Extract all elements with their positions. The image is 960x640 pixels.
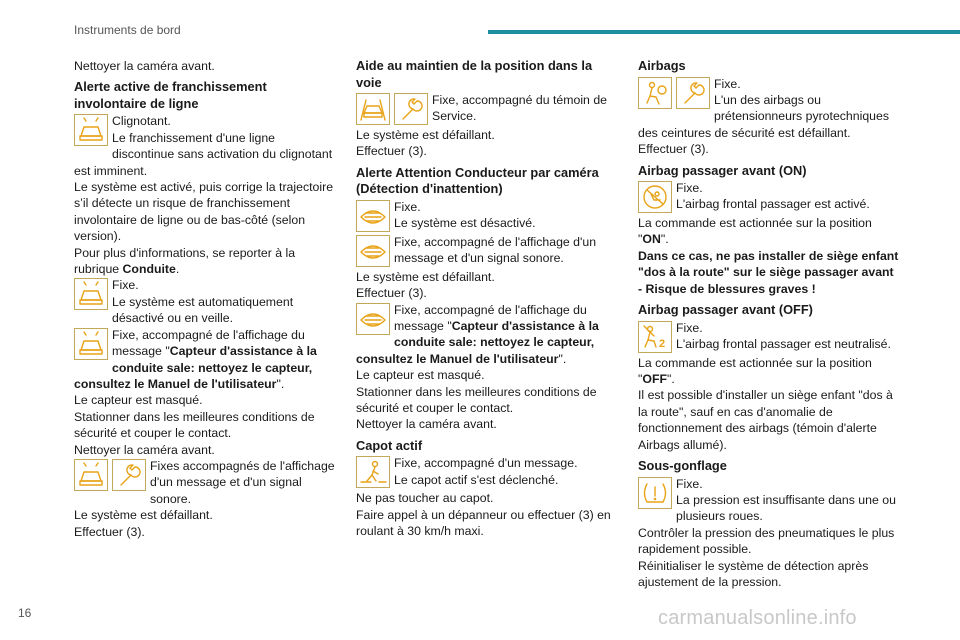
lane-departure-icon xyxy=(74,278,108,310)
entry-under-inflation: Fixe. La pression est insuffisante dans une ou plusieurs roues. xyxy=(638,476,900,525)
column-2: Aide au maintien de la position dans la voie Fixe, accompagné du témoin de Service. Le système est défaillant. Effectuer (3). Alerte Attention Conducteur par caméra (Détection d'inattention) Fixe. Le système est désactivé. Fixe, accompagné de l'affichage d'un message et d'un signal sonore. Le système est défaillant. Effectuer (3). Fixe, accompagné de l'affichage du message "Capteur d'assistance à la conduite sale: nettoyez le capteur, consultez le Manuel de l'utilisateur". Le capteur est masqué. Stationner dans les meilleures conditions de sécurité et couper le contact. Nettoyer la caméra avant. Capot actif Fixe, accompagné d'un message. Le capot actif s'est déclenché. Ne pas toucher au capot. Faire appel à un dépanneur ou effectuer (3) en roulant à 30 km/h maxi. xyxy=(356,58,618,540)
section-title-active-bonnet: Capot actif xyxy=(356,437,423,453)
passenger-airbag-off-icon xyxy=(638,321,672,353)
tyre-pressure-icon xyxy=(638,477,672,509)
svg-text:2: 2 xyxy=(659,337,666,350)
wrench-icon xyxy=(394,93,428,125)
section-title-passenger-airbag-off: Airbag passager avant (OFF) xyxy=(638,302,813,318)
lane-departure-icon xyxy=(74,459,108,491)
entry-lane-blinking: Clignotant. Le franchissement d'une ligne discontinue sans activation du clignotant est imminent. xyxy=(74,114,333,178)
entry-passenger-airbag-on: Fixe. L'airbag frontal passager est activé. xyxy=(638,180,900,215)
driver-attention-icon xyxy=(356,200,390,232)
warning-text: Dans ce cas, ne pas installer de siège enfant "dos à la route" sur le siège passager avant - Risque de blessures graves ! xyxy=(638,248,899,296)
lane-departure-icon xyxy=(74,328,108,360)
wrench-icon xyxy=(112,459,146,491)
entry-attention-failure: Fixe, accompagné de l'affichage d'un message et d'un signal sonore. xyxy=(356,234,618,269)
entry-airbags: Fixe. L'un des airbags ou prétensionneurs pyrotechniques des ceintures de sécurité est défaillant. xyxy=(638,76,890,140)
airbag-icon xyxy=(638,77,672,109)
entry-lane-failure: Fixes accompagnés de l'affichage d'un message et d'un signal sonore. xyxy=(74,458,340,507)
entry-lane-sensor-dirty: Fixe, accompagné de l'affichage du message "Capteur d'assistance à la conduite sale: nettoyez le capteur, consultez le Manuel de l'utilisateur". xyxy=(74,327,317,391)
section-title-passenger-airbag-on: Airbag passager avant (ON) xyxy=(638,162,807,178)
section-title-under-inflation: Sous-gonflage xyxy=(638,458,727,473)
header-accent-bar xyxy=(488,30,960,34)
section-title-driver-attention: Alerte Attention Conducteur par caméra (Détection d'inattention) xyxy=(356,164,599,197)
section-title-lane-keeping: Aide au maintien de la position dans la voie xyxy=(356,58,593,90)
page-number: 16 xyxy=(18,606,32,620)
intro-text: Nettoyer la caméra avant. xyxy=(74,59,215,73)
watermark: carmanualsonline.info xyxy=(658,607,857,629)
driver-attention-icon xyxy=(356,235,390,267)
driver-attention-icon xyxy=(356,303,390,335)
entry-attention-sensor-dirty: Fixe, accompagné de l'affichage du message "Capteur d'assistance à la conduite sale: nettoyez le capteur, consultez le Manuel de l'utilisateur". xyxy=(356,302,599,366)
passenger-airbag-on-icon xyxy=(638,181,672,213)
entry-passenger-airbag-off: 2 Fixe. L'airbag frontal passager est neutralisé. xyxy=(638,320,900,355)
entry-attention-off: Fixe. Le système est désactivé. xyxy=(356,199,618,234)
wrench-icon xyxy=(676,77,710,109)
section-title-airbags: Airbags xyxy=(638,58,686,73)
page-header-title: Instruments de bord xyxy=(74,23,181,37)
lane-keeping-icon xyxy=(356,93,390,125)
column-1: Nettoyer la caméra avant. Alerte active de franchissement involontaire de ligne Clignotant. Le franchissement d'une ligne discontinue sans activation du clignotant est imminent. Le système est activé, puis corrige la trajectoire s’il détecte un risque de franchissement involontaire de ligne ou de bas-côté (selon version). Pour plus d'informations, se reporter à la rubrique Conduite. Fixe. Le système est automatiquement désactivé ou en veille. Fixe, accompagné de l'affichage du message "Capteur d'assistance à la conduite sale: nettoyez le capteur, consultez le Manuel de l'utilisateur". Le capteur est masqué. Stationner dans les meilleures conditions de sécurité et couper le contact. Nettoyer la caméra avant. Fixes accompagnés de l'affichage d'un message et d'un signal sonore. Le système est défaillant. Effectuer (3). xyxy=(74,58,340,540)
entry-active-bonnet: Fixe, accompagné d'un message. Le capot actif s'est déclenché. xyxy=(356,455,618,490)
lane-departure-icon xyxy=(74,114,108,146)
column-3: Airbags Fixe. L'un des airbags ou prétensionneurs pyrotechniques des ceintures de sécurité est défaillant. Effectuer (3). Airbag passager avant (ON) Fixe. L'airbag frontal passager est activé. La commande est actionnée sur la position "ON". Dans ce cas, ne pas installer de siège enfant "dos à la route" sur le siège passager avant - Risque de blessures graves ! Airbag passager avant (OFF) 2 Fixe. L'airbag frontal passager est neutralisé. La commande est actionnée sur la position "OFF". Il est possible d'installer un siège enfant "dos à la route", sauf en cas d'anomalie de fonctionnement des airbags (témoin d'alerte Airbags allumé). Sous-gonflage Fixe. La pression est insuffisante dans une ou plusieurs roues. Contrôler la pression des pneumatiques le plus rapidement possible. Réinitialiser le système de détection après ajustement de la pression. xyxy=(638,58,899,589)
entry-lane-fixed: Fixe. Le système est automatiquement désactivé ou en veille. xyxy=(74,277,340,326)
entry-lane-keeping: Fixe, accompagné du témoin de Service. xyxy=(356,92,618,127)
section-title-lane-departure: Alerte active de franchissement involontaire de ligne xyxy=(74,79,267,111)
pedestrian-bonnet-icon xyxy=(356,456,390,488)
